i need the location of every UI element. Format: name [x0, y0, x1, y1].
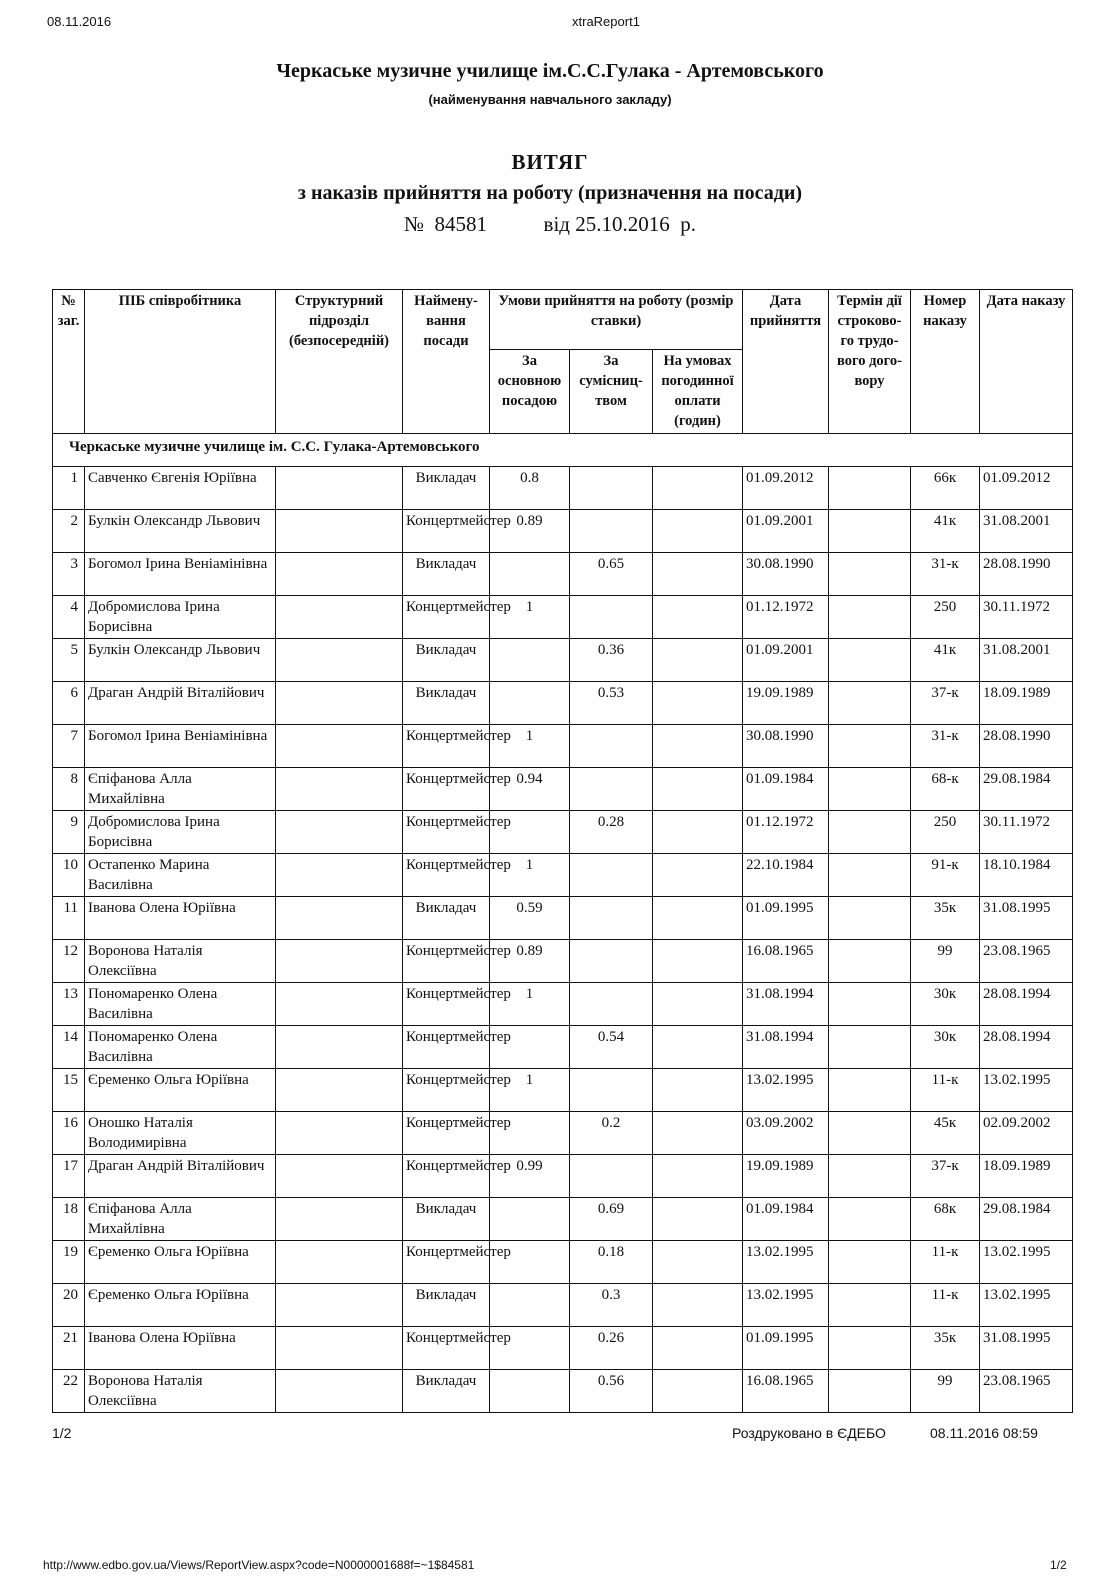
combined-rate	[570, 854, 653, 897]
row-number: 5	[53, 639, 85, 682]
structural-unit	[276, 1284, 403, 1327]
order-number: 35к	[911, 1327, 980, 1370]
employee-name: Іванова Олена Юріївна	[85, 897, 276, 940]
hire-date: 01.09.1984	[743, 768, 829, 811]
structural-unit	[276, 1241, 403, 1284]
table-row	[53, 940, 1073, 983]
row-number: 17	[53, 1155, 85, 1198]
contract-term	[829, 983, 911, 1026]
position-name: Викладач	[403, 897, 490, 940]
hire-date: 01.12.1972	[743, 811, 829, 854]
hourly-hours	[653, 854, 743, 897]
combined-rate: 0.36	[570, 639, 653, 682]
order-number: 11-к	[911, 1284, 980, 1327]
hire-date: 03.09.2002	[743, 1112, 829, 1155]
contract-term	[829, 1155, 911, 1198]
employee-name: Добромислова Ірина Борисівна	[85, 596, 276, 639]
structural-unit	[276, 897, 403, 940]
position-name: Викладач	[403, 1198, 490, 1241]
structural-unit	[276, 725, 403, 768]
combined-rate: 0.26	[570, 1327, 653, 1370]
order-date: 31.08.2001	[980, 510, 1073, 553]
table-row	[53, 1069, 1073, 1112]
main-rate: 1	[490, 725, 570, 768]
hire-date: 01.09.1995	[743, 1327, 829, 1370]
hire-date: 31.08.1994	[743, 983, 829, 1026]
order-number: 68к	[911, 1198, 980, 1241]
order-date: 28.08.1990	[980, 725, 1073, 768]
table-row	[53, 1241, 1073, 1284]
combined-rate: 0.65	[570, 553, 653, 596]
hourly-hours	[653, 1241, 743, 1284]
header-term: Термін дії строково-го трудо-вого дого-вору	[829, 290, 911, 434]
main-rate: 1	[490, 983, 570, 1026]
row-number: 3	[53, 553, 85, 596]
table-row	[53, 1198, 1073, 1241]
row-number: 1	[53, 467, 85, 510]
main-rate	[490, 682, 570, 725]
hourly-hours	[653, 467, 743, 510]
combined-rate	[570, 725, 653, 768]
hire-date: 30.08.1990	[743, 553, 829, 596]
hourly-hours	[653, 1069, 743, 1112]
row-number: 19	[53, 1241, 85, 1284]
hourly-hours	[653, 596, 743, 639]
contract-term	[829, 940, 911, 983]
row-number: 18	[53, 1198, 85, 1241]
combined-rate	[570, 983, 653, 1026]
order-date: 13.02.1995	[980, 1241, 1073, 1284]
contract-term	[829, 510, 911, 553]
order-date: 29.08.1984	[980, 1198, 1073, 1241]
order-number: 66к	[911, 467, 980, 510]
order-date: 29.08.1984	[980, 768, 1073, 811]
section-title: Черкаське музичне училище ім. С.С. Гулака-Артемовського	[53, 434, 1073, 467]
number-prefix: №	[404, 212, 425, 236]
combined-rate: 0.54	[570, 1026, 653, 1069]
order-number: 68-к	[911, 768, 980, 811]
structural-unit	[276, 854, 403, 897]
table-row	[53, 510, 1073, 553]
table-row	[53, 1026, 1073, 1069]
order-number: 41к	[911, 510, 980, 553]
hourly-hours	[653, 897, 743, 940]
order-number: 11-к	[911, 1241, 980, 1284]
order-number: 45к	[911, 1112, 980, 1155]
combined-rate: 0.2	[570, 1112, 653, 1155]
position-name: Викладач	[403, 553, 490, 596]
hire-date: 19.09.1989	[743, 1155, 829, 1198]
structural-unit	[276, 1327, 403, 1370]
contract-term	[829, 1241, 911, 1284]
contract-term	[829, 897, 911, 940]
employee-name: Богомол Ірина Веніамінівна	[85, 725, 276, 768]
page-number: 1/2	[52, 1425, 72, 1441]
employee-name: Єпіфанова Алла Михайлівна	[85, 768, 276, 811]
main-rate: 0.89	[490, 510, 570, 553]
header-name: ПІБ співробітника	[85, 290, 276, 434]
order-number: 41к	[911, 639, 980, 682]
contract-term	[829, 1198, 911, 1241]
hourly-hours	[653, 1327, 743, 1370]
hourly-hours	[653, 510, 743, 553]
employee-name: Іванова Олена Юріївна	[85, 1327, 276, 1370]
hire-date: 13.02.1995	[743, 1284, 829, 1327]
order-number: 99	[911, 940, 980, 983]
employee-name: Пономаренко Олена Василівна	[85, 1026, 276, 1069]
hourly-hours	[653, 1370, 743, 1413]
hourly-hours	[653, 1155, 743, 1198]
order-date: 13.02.1995	[980, 1284, 1073, 1327]
employee-name: Булкін Олександр Львович	[85, 510, 276, 553]
document-number-line	[0, 212, 1100, 237]
table-row	[53, 854, 1073, 897]
hourly-hours	[653, 1026, 743, 1069]
structural-unit	[276, 1112, 403, 1155]
employee-name: Воронова Наталія Олексіївна	[85, 940, 276, 983]
hire-date: 01.09.2001	[743, 639, 829, 682]
row-number: 13	[53, 983, 85, 1026]
header-no: № заг.	[53, 290, 85, 434]
order-date: 30.11.1972	[980, 811, 1073, 854]
position-name: Викладач	[403, 639, 490, 682]
order-date: 02.09.2002	[980, 1112, 1073, 1155]
structural-unit	[276, 983, 403, 1026]
employee-name: Воронова Наталія Олексіївна	[85, 1370, 276, 1413]
row-number: 10	[53, 854, 85, 897]
combined-rate: 0.3	[570, 1284, 653, 1327]
employee-name: Єременко Ольга Юріївна	[85, 1069, 276, 1112]
structural-unit	[276, 1198, 403, 1241]
combined-rate	[570, 1155, 653, 1198]
order-number: 30к	[911, 983, 980, 1026]
combined-rate: 0.53	[570, 682, 653, 725]
row-number: 6	[53, 682, 85, 725]
document-title: ВИТЯГ	[511, 150, 589, 174]
header-unit: Структурний підрозділ (безпосередній)	[276, 290, 403, 434]
contract-term	[829, 1026, 911, 1069]
position-name: Концертмейстер	[403, 940, 490, 983]
order-date: 18.10.1984	[980, 854, 1073, 897]
employee-name: Булкін Олександр Львович	[85, 639, 276, 682]
combined-rate	[570, 596, 653, 639]
header-position: Наймену-вання посади	[403, 290, 490, 434]
order-date: 28.08.1994	[980, 983, 1073, 1026]
structural-unit	[276, 467, 403, 510]
row-number: 8	[53, 768, 85, 811]
employee-name: Савченко Євгенія Юріївна	[85, 467, 276, 510]
table-row	[53, 983, 1073, 1026]
combined-rate	[570, 510, 653, 553]
employee-name: Драган Андрій Віталійович	[85, 1155, 276, 1198]
hire-date: 13.02.1995	[743, 1241, 829, 1284]
contract-term	[829, 1069, 911, 1112]
hourly-hours	[653, 811, 743, 854]
document-number: 84581	[434, 212, 488, 236]
main-rate: 1	[490, 1069, 570, 1112]
row-number: 4	[53, 596, 85, 639]
row-number: 22	[53, 1370, 85, 1413]
order-number: 250	[911, 596, 980, 639]
main-rate: 0.59	[490, 897, 570, 940]
orders-table	[52, 289, 1073, 1413]
position-name: Концертмейстер	[403, 510, 490, 553]
table-row	[53, 596, 1073, 639]
document-subtitle: з наказів прийняття на роботу (призначення на посади)	[297, 182, 803, 204]
table-row	[53, 1112, 1073, 1155]
report-name: xtraReport1	[572, 14, 640, 29]
structural-unit	[276, 510, 403, 553]
hire-date: 30.08.1990	[743, 725, 829, 768]
position-name: Концертмейстер	[403, 1026, 490, 1069]
print-date: 08.11.2016	[47, 14, 112, 29]
structural-unit	[276, 768, 403, 811]
structural-unit	[276, 940, 403, 983]
printed-time: 08.11.2016 08:59	[930, 1425, 1038, 1441]
position-name: Концертмейстер	[403, 1241, 490, 1284]
hourly-hours	[653, 725, 743, 768]
order-number: 30к	[911, 1026, 980, 1069]
hire-date: 13.02.1995	[743, 1069, 829, 1112]
header-conditions: Умови прийняття на роботу (розмір ставки)	[490, 290, 743, 350]
position-name: Концертмейстер	[403, 1112, 490, 1155]
table-row	[53, 1155, 1073, 1198]
row-number: 15	[53, 1069, 85, 1112]
hourly-hours	[653, 1112, 743, 1155]
position-name: Концертмейстер	[403, 983, 490, 1026]
position-name: Концертмейстер	[403, 596, 490, 639]
position-name: Викладач	[403, 682, 490, 725]
contract-term	[829, 811, 911, 854]
employee-name: Пономаренко Олена Василівна	[85, 983, 276, 1026]
employee-name: Добромислова Ірина Борисівна	[85, 811, 276, 854]
combined-rate	[570, 940, 653, 983]
order-date: 28.08.1990	[980, 553, 1073, 596]
contract-term	[829, 1327, 911, 1370]
main-rate: 0.8	[490, 467, 570, 510]
position-name: Концертмейстер	[403, 1069, 490, 1112]
order-date: 31.08.2001	[980, 639, 1073, 682]
contract-term	[829, 1112, 911, 1155]
url-page-number: 1/2	[1050, 1558, 1067, 1572]
order-date: 28.08.1994	[980, 1026, 1073, 1069]
order-number: 31-к	[911, 553, 980, 596]
position-name: Викладач	[403, 467, 490, 510]
combined-rate	[570, 768, 653, 811]
employee-name: Богомол Ірина Веніамінівна	[85, 553, 276, 596]
row-number: 9	[53, 811, 85, 854]
order-date: 01.09.2012	[980, 467, 1073, 510]
main-rate: 0.94	[490, 768, 570, 811]
structural-unit	[276, 1155, 403, 1198]
employee-name: Єпіфанова Алла Михайлівна	[85, 1198, 276, 1241]
main-rate	[490, 553, 570, 596]
contract-term	[829, 467, 911, 510]
employee-name: Єременко Ольга Юріївна	[85, 1284, 276, 1327]
employee-name: Остапенко Марина Василівна	[85, 854, 276, 897]
position-name: Викладач	[403, 1284, 490, 1327]
table-row	[53, 639, 1073, 682]
combined-rate: 0.28	[570, 811, 653, 854]
position-name: Концертмейстер	[403, 768, 490, 811]
hourly-hours	[653, 768, 743, 811]
institution-caption: (найменування навчального закладу)	[428, 92, 672, 107]
structural-unit	[276, 553, 403, 596]
structural-unit	[276, 639, 403, 682]
table-row	[53, 725, 1073, 768]
row-number: 7	[53, 725, 85, 768]
order-number: 37-к	[911, 682, 980, 725]
table-row	[53, 1284, 1073, 1327]
row-number: 2	[53, 510, 85, 553]
contract-term	[829, 553, 911, 596]
employee-name: Оношко Наталія Володимирівна	[85, 1112, 276, 1155]
position-name: Концертмейстер	[403, 725, 490, 768]
order-number: 37-к	[911, 1155, 980, 1198]
hire-date: 19.09.1989	[743, 682, 829, 725]
order-date: 31.08.1995	[980, 1327, 1073, 1370]
position-name: Концертмейстер	[403, 1327, 490, 1370]
row-number: 21	[53, 1327, 85, 1370]
order-number: 99	[911, 1370, 980, 1413]
hourly-hours	[653, 682, 743, 725]
table-row	[53, 897, 1073, 940]
row-number: 14	[53, 1026, 85, 1069]
contract-term	[829, 639, 911, 682]
institution-name: Черкаське музичне училище ім.С.С.Гулака - Артемовського	[276, 60, 824, 82]
combined-rate: 0.56	[570, 1370, 653, 1413]
row-number: 16	[53, 1112, 85, 1155]
structural-unit	[276, 1026, 403, 1069]
combined-rate	[570, 897, 653, 940]
order-date: 18.09.1989	[980, 682, 1073, 725]
hourly-hours	[653, 940, 743, 983]
contract-term	[829, 1370, 911, 1413]
order-date: 23.08.1965	[980, 940, 1073, 983]
combined-rate: 0.69	[570, 1198, 653, 1241]
document-date: від 25.10.2016	[543, 212, 670, 236]
structural-unit	[276, 682, 403, 725]
main-rate: 0.99	[490, 1155, 570, 1198]
header-hire-date: Дата прийняття	[743, 290, 829, 434]
hire-date: 01.09.2012	[743, 467, 829, 510]
main-rate	[490, 1370, 570, 1413]
hire-date: 01.09.2001	[743, 510, 829, 553]
page-url: http://www.edbo.gov.ua/Views/ReportView.aspx?code=N0000001688f=~1$84581	[43, 1558, 475, 1572]
hire-date: 01.12.1972	[743, 596, 829, 639]
order-date: 13.02.1995	[980, 1069, 1073, 1112]
main-rate	[490, 1284, 570, 1327]
hourly-hours	[653, 553, 743, 596]
main-rate: 1	[490, 596, 570, 639]
structural-unit	[276, 1069, 403, 1112]
table-row	[53, 1327, 1073, 1370]
header-combined: За сумісниц-твом	[570, 350, 653, 434]
contract-term	[829, 854, 911, 897]
employee-name: Драган Андрій Віталійович	[85, 682, 276, 725]
combined-rate: 0.18	[570, 1241, 653, 1284]
main-rate: 1	[490, 854, 570, 897]
header-order-no: Номер наказу	[911, 290, 980, 434]
order-date: 30.11.1972	[980, 596, 1073, 639]
hourly-hours	[653, 1284, 743, 1327]
order-date: 23.08.1965	[980, 1370, 1073, 1413]
order-date: 18.09.1989	[980, 1155, 1073, 1198]
structural-unit	[276, 1370, 403, 1413]
main-rate	[490, 639, 570, 682]
hire-date: 01.09.1984	[743, 1198, 829, 1241]
position-name: Концертмейстер	[403, 1155, 490, 1198]
order-number: 91-к	[911, 854, 980, 897]
hire-date: 16.08.1965	[743, 1370, 829, 1413]
order-number: 31-к	[911, 725, 980, 768]
order-date: 31.08.1995	[980, 897, 1073, 940]
order-number: 250	[911, 811, 980, 854]
document-date-suffix: р.	[680, 212, 696, 236]
header-order-date: Дата наказу	[980, 290, 1073, 434]
table-row	[53, 768, 1073, 811]
header-hourly: На умовах погодинної оплати (годин)	[653, 350, 743, 434]
contract-term	[829, 682, 911, 725]
order-number: 11-к	[911, 1069, 980, 1112]
table-row	[53, 553, 1073, 596]
header-main: За основною посадою	[490, 350, 570, 434]
combined-rate	[570, 467, 653, 510]
hire-date: 01.09.1995	[743, 897, 829, 940]
contract-term	[829, 768, 911, 811]
combined-rate	[570, 1069, 653, 1112]
structural-unit	[276, 811, 403, 854]
printed-label: Роздруковано в ЄДЕБО	[732, 1425, 886, 1441]
contract-term	[829, 1284, 911, 1327]
row-number: 20	[53, 1284, 85, 1327]
position-name: Викладач	[403, 1370, 490, 1413]
structural-unit	[276, 596, 403, 639]
table-row	[53, 1370, 1073, 1413]
table-row	[53, 811, 1073, 854]
hire-date: 31.08.1994	[743, 1026, 829, 1069]
hire-date: 16.08.1965	[743, 940, 829, 983]
hourly-hours	[653, 1198, 743, 1241]
contract-term	[829, 725, 911, 768]
position-name: Концертмейстер	[403, 854, 490, 897]
table-row	[53, 682, 1073, 725]
main-rate: 0.89	[490, 940, 570, 983]
employee-name: Єременко Ольга Юріївна	[85, 1241, 276, 1284]
table-row	[53, 467, 1073, 510]
position-name: Концертмейстер	[403, 811, 490, 854]
row-number: 12	[53, 940, 85, 983]
contract-term	[829, 596, 911, 639]
order-number: 35к	[911, 897, 980, 940]
main-rate	[490, 1198, 570, 1241]
hourly-hours	[653, 983, 743, 1026]
hire-date: 22.10.1984	[743, 854, 829, 897]
hourly-hours	[653, 639, 743, 682]
row-number: 11	[53, 897, 85, 940]
